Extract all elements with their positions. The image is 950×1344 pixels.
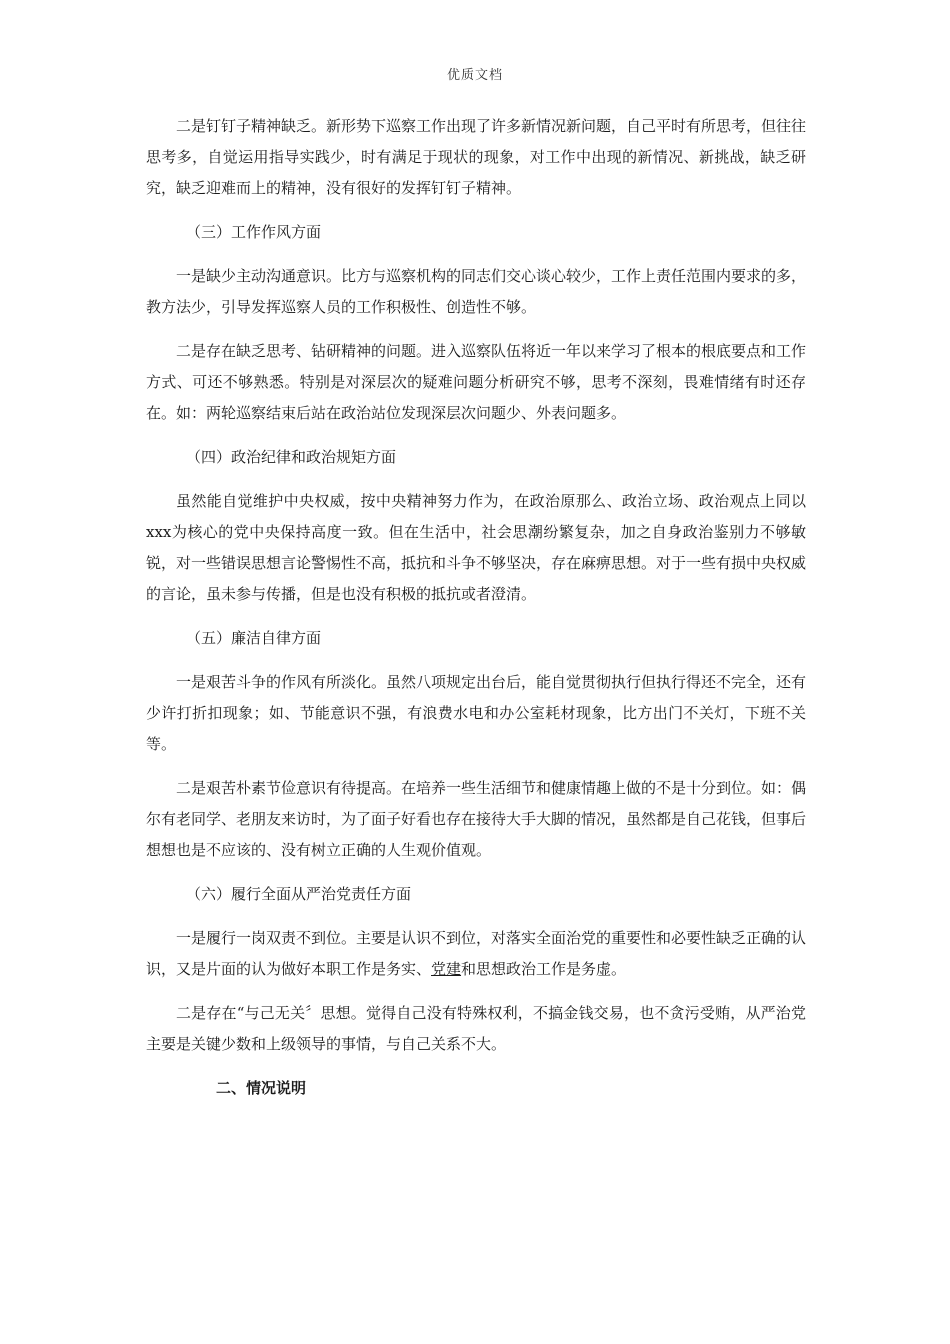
paragraph-thinking: 二是存在缺乏思考、钻研精神的问题。进入巡察队伍将近一年以来学习了根本的根底要点和工作方式、可还不够熟悉。特别是对深层次的疑难问题分析研究不够，思考不深刻，畏难情绪有时还存在。如：两轮巡察结束后站在政治站位发现深层次问题少、外表问题多。 <box>146 342 807 422</box>
party-building-link[interactable]: 党建 <box>431 960 462 978</box>
section-heading-party-governance: （六）履行全面从严治党责任方面 <box>186 885 412 903</box>
paragraph-responsibility-part1: 一是履行一岗双责不到位。主要是认识不到位，对落实全面治党的重要性和必要性缺乏正确的认识，又是片面的认为做好本职工作是务实、 <box>146 929 807 978</box>
paragraph-frugality: 二是艰苦朴素节俭意识有待提高。在培养一些生活细节和健康情趣上做的不是十分到位。如：偶尔有老同学、老朋友来访时，为了面子好看也存在接待大手大脚的情况，虽然都是自己花钱，但事后想想也是不应该的、没有树立正确的人生观价值观。 <box>146 779 807 859</box>
section-heading-work-style: （三）工作作风方面 <box>186 223 322 241</box>
paragraph-communication: 一是缺少主动沟通意识。比方与巡察机构的同志们交心谈心较少，工作上责任范围内要求的多，教方法少，引导发挥巡察人员的工作积极性、创造性不够。 <box>146 267 807 316</box>
paragraph-hard-work: 一是艰苦斗争的作风有所淡化。虽然八项规定出台后，能自觉贯彻执行但执行得还不完全，还有少许打折扣现象；如、节能意识不强，有浪费水电和办公室耗材现象，比方出门不关灯，下班不关等。 <box>146 673 807 753</box>
paragraph-responsibility <box>146 923 806 985</box>
page-header: 优质文档 <box>446 68 503 83</box>
paragraph-political-discipline: 虽然能自觉维护中央权威，按中央精神努力作为，在政治原那么、政治立场、政治观点上同以xxx为核心的党中央保持高度一致。但在生活中，社会思潮纷繁复杂，加之自身政治鉴别力不够敏锐，对一些错误思想言论警惕性不高，抵抗和斗争不够坚决，存在麻痹思想。对于一些有损中央权威的言论，虽未参与传播，但是也没有积极的抵抗或者澄清。 <box>146 492 807 603</box>
section-heading-political-discipline: （四）政治纪律和政治规矩方面 <box>186 448 397 466</box>
section-heading-integrity: （五）廉洁自律方面 <box>186 629 322 647</box>
paragraph-not-my-concern: 二是存在“与己无关〞思想。觉得自己没有特殊权利，不搞金钱交易，也不贪污受贿，从严治党主要是关键少数和上级领导的事情，与自己关系不大。 <box>146 1004 806 1053</box>
document-body <box>146 111 806 1104</box>
paragraph-nail-spirit: 二是钉钉子精神缺乏。新形势下巡察工作出现了许多新情况新问题，自己平时有所思考，但往往思考多，自觉运用指导实践少，时有满足于现状的现象，对工作中出现的新情况、新挑战，缺乏研究，缺乏迎难而上的精神，没有很好的发挥钉钉子精神。 <box>146 117 807 197</box>
section-heading-situation: 二、情况说明 <box>216 1079 307 1097</box>
paragraph-responsibility-part2: 和思想政治工作是务虚。 <box>461 960 627 978</box>
